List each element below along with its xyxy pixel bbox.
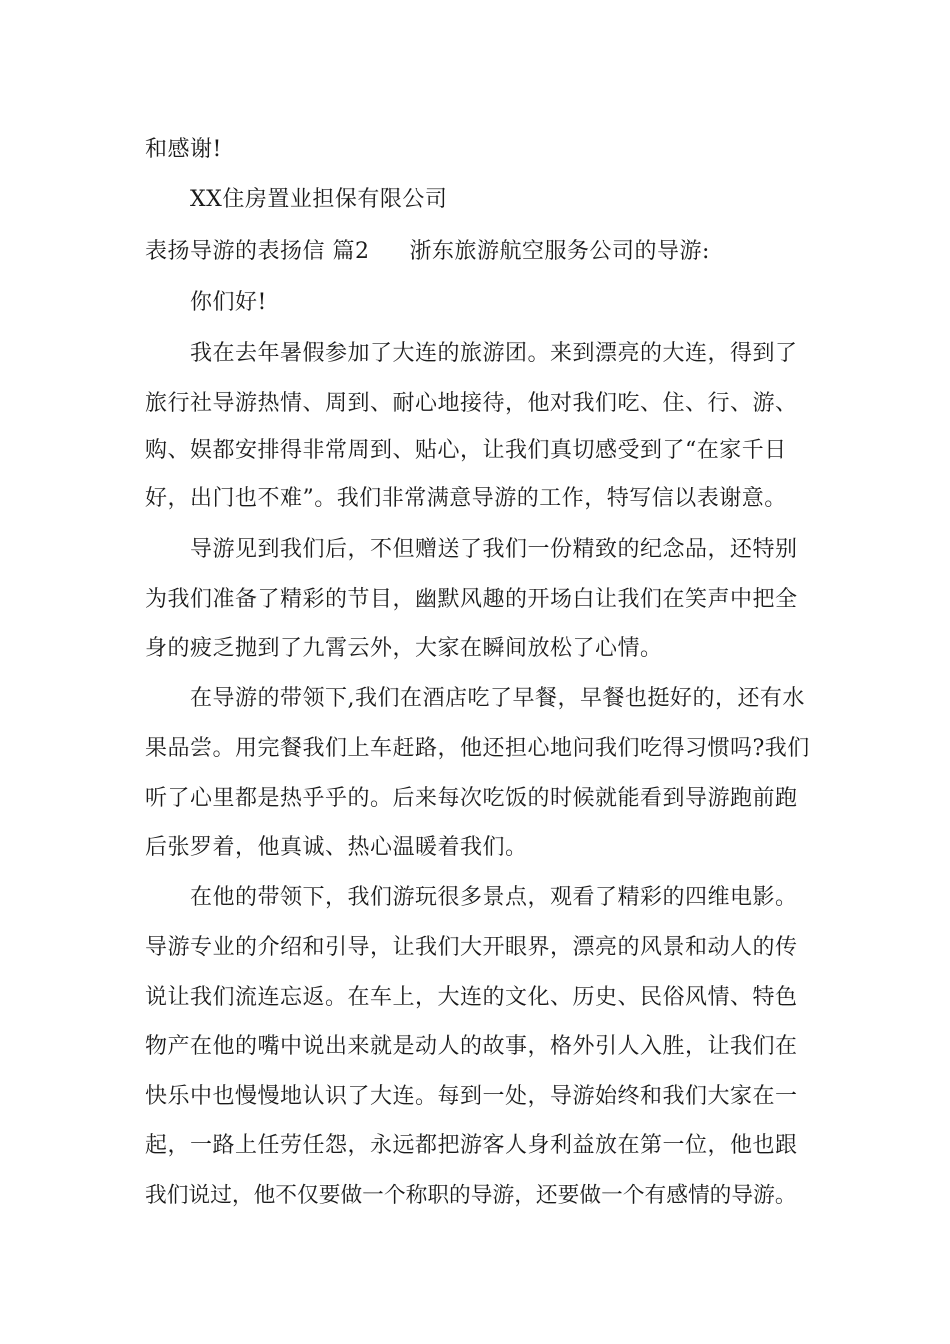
body-line: 果品尝。用完餐我们上车赶路，他还担心地问我们吃得习惯吗?我们 [145, 736, 810, 761]
body-line: 旅行社导游热情、周到、耐心地接待，他对我们吃、住、行、游、 [145, 391, 798, 416]
letter-title: 表扬导游的表扬信 [145, 239, 326, 264]
body-line: 在导游的带领下,我们在酒店吃了早餐，早餐也挺好的，还有水 [190, 686, 805, 711]
greeting: 你们好! [190, 290, 267, 315]
body-line: 在他的带领下，我们游玩很多景点，观看了精彩的四维电影。 [190, 885, 798, 910]
closing-thanks: 和感谢! [145, 137, 222, 162]
body-line: 导游见到我们后，不但赠送了我们一份精致的纪念品，还特别 [190, 537, 798, 562]
body-line: 我在去年暑假参加了大连的旅游团。来到漂亮的大连，得到了 [190, 341, 798, 366]
body-line: 购、娱都安排得非常周到、贴心，让我们真切感受到了“在家千日 [145, 438, 787, 463]
body-line: 身的疲乏抛到了九霄云外，大家在瞬间放松了心情。 [145, 636, 663, 661]
body-line: 导游专业的介绍和引导，让我们大开眼界，漂亮的风景和动人的传 [145, 935, 798, 960]
body-line: 好，出门也不难”。我们非常满意导游的工作，特写信以表谢意。 [145, 486, 787, 511]
salutation: 浙东旅游航空服务公司的导游: [409, 239, 710, 264]
part-label: 篇2 [332, 239, 370, 264]
body-line: 我们说过，他不仅要做一个称职的导游，还要做一个有感情的导游。 [145, 1183, 797, 1208]
letter-heading [145, 237, 710, 267]
signature: XX住房置业担保有限公司 [190, 187, 448, 212]
body-line: 听了心里都是热乎乎的。后来每次吃饭的时候就能看到导游跑前跑 [145, 786, 798, 811]
body-line: 为我们准备了精彩的节目，幽默风趣的开场白让我们在笑声中把全 [145, 587, 798, 612]
body-line: 快乐中也慢慢地认识了大连。每到一处，导游始终和我们大家在一 [145, 1084, 798, 1109]
body-line: 说让我们流连忘返。在车上，大连的文化、历史、民俗风情、特色 [145, 985, 798, 1010]
body-line: 后张罗着，他真诚、热心温暖着我们。 [145, 835, 528, 860]
body-line: 物产在他的嘴中说出来就是动人的故事，格外引人入胜，让我们在 [145, 1034, 798, 1059]
body-line: 起，一路上任劳任怨，永远都把游客人身利益放在第一位，他也跟 [145, 1133, 798, 1158]
